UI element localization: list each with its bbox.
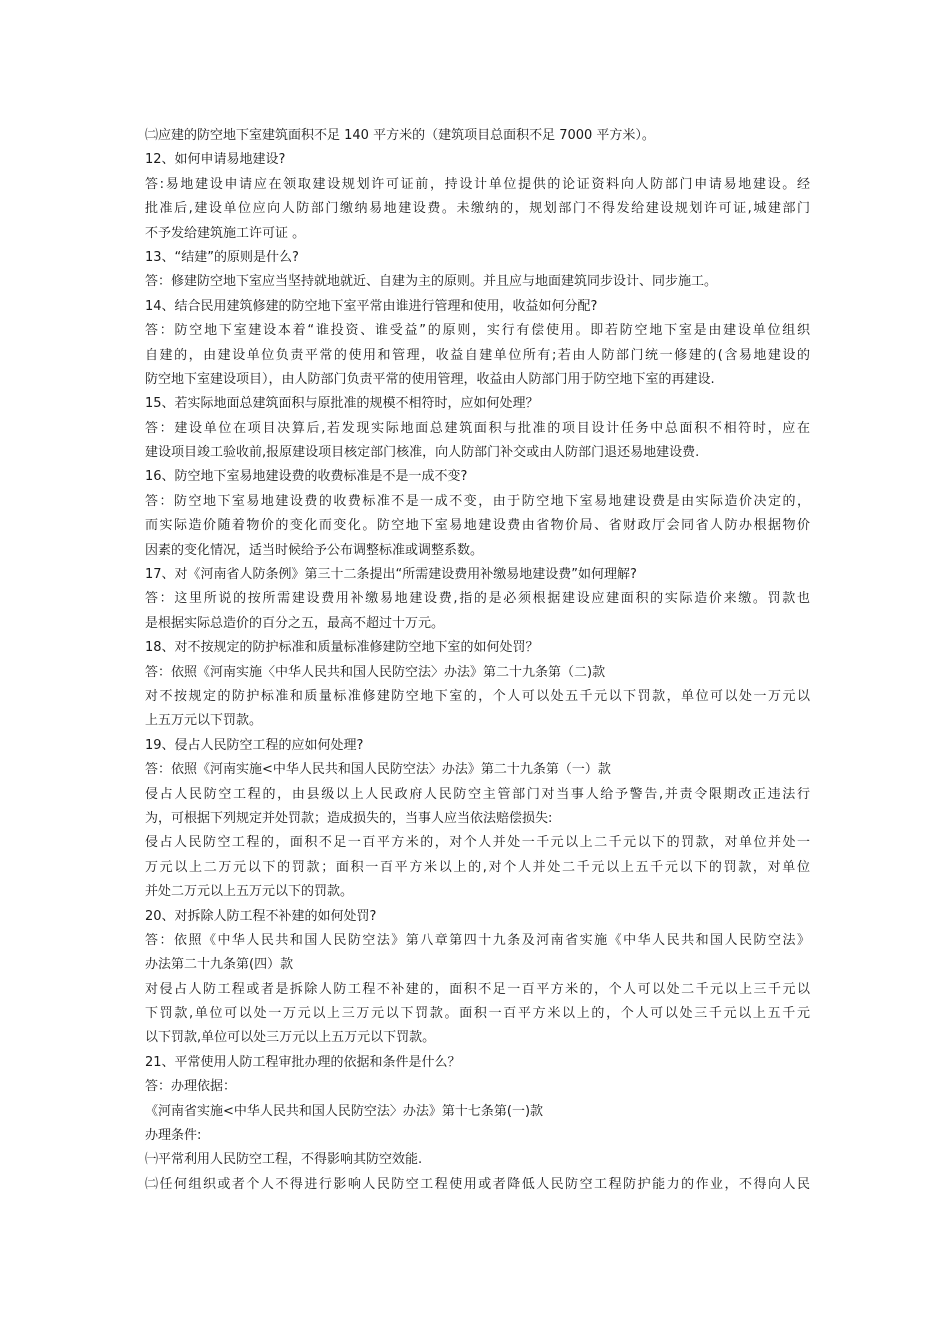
text-line: 侵占人民防空工程的，由县级以上人民政府人民防空主管部门对当事人给予警告,并责令限期改正违法行 [145,786,810,802]
text-line: 以下罚款,单位可以处三万元以上五万元以下罚款。 [145,1030,436,1046]
text-line: 19、侵占人民防空工程的应如何处理? [145,737,364,753]
text-line: 17、对《河南省人防条例》第三十二条提出“所需建设费用补缴易地建设费”如何理解? [145,567,637,583]
text-line: 是根据实际总造价的百分之五，最高不超过十万元。 [145,615,445,631]
text-line: 答：防空地下室建设本着“谁投资、谁受益”的原则，实行有偿使用。即若防空地下室是由建设单位组织 [145,323,810,339]
text-line: 建设项目竣工验收前,报原建设项目核定部门核准，向人防部门补交或由人防部门退还易地建设费. [145,445,700,461]
text-line: 答:易地建设申请应在领取建设规划许可证前，持设计单位提供的论证资料向人防部门申请易地建设。经 [145,176,810,192]
text-line: 20、对拆除人防工程不补建的如何处罚? [145,908,377,924]
text-line: 15、若实际地面总建筑面积与原批准的规模不相符时，应如何处理？ [145,396,539,412]
text-line: 自建的，由建设单位负责平常的使用和管理，收益自建单位所有;若由人防部门统一修建的(含易地建设的 [145,347,810,363]
text-line: 因素的变化情况，适当时候给予公布调整标准或调整系数。 [145,542,484,558]
text-line: ㈡应建的防空地下室建筑面积不足 140 平方米的（建筑项目总面积不足 7000 平方米）。 [145,128,655,143]
text-line: 答：建设单位在项目决算后,若发现实际地面总建筑面积与批准的项目设计任务中总面积不相符时，应在 [145,420,810,436]
text-line: 而实际造价随着物价的变化而变化。防空地下室易地建设费由省物价局、省财政厅会同省人防办根据物价 [145,518,810,534]
text-line: 万元以上二万元以下的罚款；面积一百平方米以上的,对个人并处二千元以上五千元以下的罚款，对单位 [145,859,810,875]
text-line: 上五万元以下罚款。 [145,713,263,729]
text-line: 《河南省实施<中华人民共和国人民防空法〉办法》第十七条第(一)款 [145,1103,544,1119]
text-line: ㈡任何组织或者个人不得进行影响人民防空工程使用或者降低人民防空工程防护能力的作业，不得向人民 [145,1176,810,1192]
text-line: ㈠平常利用人民防空工程，不得影响其防空效能. [145,1152,423,1168]
text-line: 防空地下室建设项目），由人防部门负责平常的使用管理，收益由人防部门用于防空地下室的再建设. [145,371,715,387]
text-line: 答：办理依据： [145,1079,237,1095]
text-line: 并处二万元以上五万元以下的罚款。 [145,884,354,900]
text-line: 对侵占人防工程或者是拆除人防工程不补建的，面积不足一百平方米的，个人可以处二千元以上三千元以 [145,981,810,997]
text-line: 下罚款,单位可以处一万元以上三万元以下罚款。面积一百平方米以上的，个人可以处三千元以上五千元 [145,1006,810,1022]
text-line: 答：依照《河南实施<中华人民共和国人民防空法〉办法》第二十九条第（一）款 [145,762,611,778]
text-line: 不予发给建筑施工许可证 。 [145,225,306,241]
text-line: 13、“结建”的原则是什么? [145,249,299,265]
text-line: 12、如何申请易地建设? [145,152,286,168]
text-line: 为，可根据下列规定并处罚款；造成损失的，当事人应当依法赔偿损失: [145,810,553,826]
text-line: 14、结合民用建筑修建的防空地下室平常由谁进行管理和使用，收益如何分配? [145,298,598,314]
text-line: 答：防空地下室易地建设费的收费标准不是一成不变，由于防空地下室易地建设费是由实际造价决定的， [145,493,810,509]
text-line: 18、对不按规定的防护标准和质量标准修建防空地下室的如何处罚？ [145,640,539,656]
text-line: 对不按规定的防护标准和质量标准修建防空地下室的，个人可以处五千元以下罚款，单位可以处一万元以 [145,688,810,704]
text-line: 答：依照《中华人民共和国人民防空法》第八章第四十九条及河南省实施《中华人民共和国人民防空法》 [145,932,810,948]
text-line: 侵占人民防空工程的，面积不足一百平方米的，对个人并处一千元以上二千元以下的罚款，对单位并处一 [145,835,810,851]
text-line: 批准后,建设单位应向人防部门缴纳易地建设费。未缴纳的，规划部门不得发给建设规划许可证,城建部门 [145,201,810,217]
document-body [145,124,810,1197]
text-line: 办理条件: [145,1128,202,1144]
text-line: 答：修建防空地下室应当坚持就地就近、自建为主的原则。并且应与地面建筑同步设计、同步施工。 [145,274,718,290]
text-line: 办法第二十九条第(四）款 [145,957,294,973]
text-line: 答：依照《河南实施〈中华人民共和国人民防空法〉办法》第二十九条第（二)款 [145,664,606,680]
text-line: 21、平常使用人防工程审批办理的依据和条件是什么？ [145,1054,461,1070]
text-line: 16、防空地下室易地建设费的收费标准是不是一成不变? [145,469,468,485]
text-line: 答：这里所说的按所需建设费用补缴易地建设费,指的是必须根据建设应建面积的实际造价来缴。罚款也 [145,591,810,607]
